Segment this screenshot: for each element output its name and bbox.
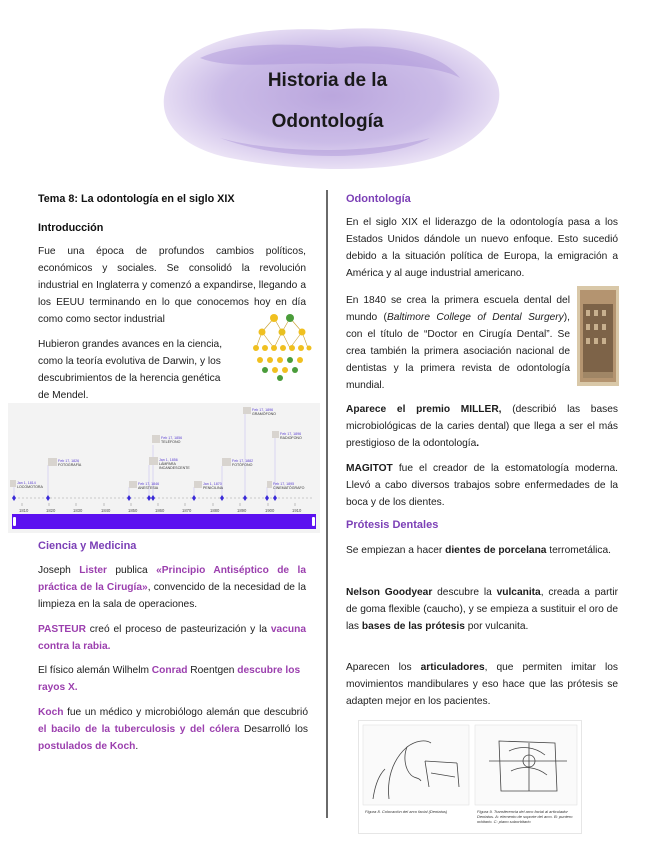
timeline-tick: 1880 — [210, 508, 220, 513]
timeline-tick: 1850 — [128, 508, 138, 513]
timeline-tick: 1840 — [101, 508, 111, 513]
odontologia-paragraph-1: En el siglo XIX el liderazgo de la odontología pasa a los Estados Unidos dándole un nuevo enfoque. Esto sucedió debido a la situación política de Europa, la emigración a América y al auge industrial americano. — [346, 217, 618, 279]
figure-8-caption: Figura 8. Colocación del arco facial (Dentatus) — [365, 809, 448, 814]
page-title-line2: Odontología — [271, 111, 384, 132]
ciencia-heading: Ciencia y Medicina — [38, 540, 137, 552]
timeline-event[interactable]: Feb 17, 1895 CINEMATÓGRAFO — [273, 482, 305, 490]
column-divider — [326, 190, 328, 818]
articuladores-paragraph: Aparecen los articuladores, que permiten imitar los movimientos mandibulares y eso hace que las prótesis se adapten mejor en los pacientes. — [346, 662, 619, 707]
intro-p2-line: como la teoría evolutiva de Darwin, y los — [38, 356, 221, 367]
timeline-event[interactable]: Feb 17, 1896 RADIOFONO — [280, 432, 302, 440]
timeline-event[interactable]: Feb 17, 1856 TELÉFONO — [161, 436, 183, 444]
timeline-tick: 1870 — [182, 508, 192, 513]
timeline-tick: 1860 — [155, 508, 165, 513]
miller-paragraph: Aparece el premio MILLER, (describió las bases microbiológicas de la caries dental) que llega a ser el más prestigioso de la odontología. — [346, 404, 618, 449]
timeline-event[interactable]: Feb 17, 1826 FOTOGRAFÍA — [58, 459, 82, 467]
protesis-heading: Prótesis Dentales — [346, 519, 439, 531]
timeline-tick: 1810 — [19, 508, 29, 513]
timeline-event[interactable]: Jan 1, 1814 LOCOMOTORA — [17, 481, 43, 489]
pasteur-paragraph: PASTEUR creó el proceso de pasteurización y la vacuna contra la rabia. — [38, 624, 306, 652]
intro-paragraph: Fue una época de profundos cambios políticos, económicos y sociales. Se consolidó la revolución industrial en Inglaterra y comenzó a expandirse, llegando a los EEUU terminando en lo que conocemos hoy en día como como sector industrial — [38, 246, 306, 325]
roentgen-paragraph: El físico alemán Wilhelm Conrad Roentgen descubre los rayos X. — [38, 665, 301, 693]
timeline — [8, 403, 320, 533]
odontologia-heading: Odontología — [346, 193, 411, 205]
tema-heading: Tema 8: La odontología en el siglo XIX — [38, 193, 235, 205]
timeline-tick: 1900 — [265, 508, 275, 513]
intro-p2-line: descubrimientos de la herencia genética — [38, 373, 221, 384]
baltimore-college-photo — [577, 286, 619, 386]
timeline-tick: 1890 — [237, 508, 247, 513]
intro-paragraph-2 — [38, 336, 250, 404]
figure-9-caption: Figura 9. Transferencia del arco facial al articulador Dentatus. A: elemento de soporte del arco. B: puntero orbitario. C: plano suborbitario — [477, 809, 573, 824]
timeline-tick: 1910 — [292, 508, 302, 513]
page-title-line1: Historia de la — [267, 70, 388, 91]
watercolor-title-background — [140, 18, 515, 178]
porcelana-paragraph: Se empiezan a hacer dientes de porcelana terrometálica. — [346, 545, 611, 556]
koch-paragraph: Koch fue un médico y microbiólogo alemán que descubrió el bacilo de la tuberculosis y del cólera Desarrolló los postulados de Koch. — [38, 707, 308, 752]
odontologia-paragraph-2: En 1840 se crea la primera escuela dental del mundo (Baltimore College of Dental Surgery), con el título de “Doctor en Cirugía Dental”. Se crea también la primera asociación nacional de dentistas y la primera revista de odontología mundial. — [346, 295, 571, 391]
articulator-figures — [358, 720, 582, 834]
intro-heading: Introducción — [38, 222, 104, 234]
timeline-tick: 1820 — [46, 508, 56, 513]
timeline-event[interactable]: Feb 17, 1896 GRAMÓFONO — [252, 408, 276, 416]
timeline-range-bar — [12, 514, 316, 529]
mendel-peas-diagram — [252, 312, 312, 384]
timeline-event[interactable]: Jan 1, 1870 PENICILINA — [203, 482, 223, 490]
magitot-paragraph: MAGITOT fue el creador de la estomatología moderna. Llevó a cabo diversos trabajos sobre enfermedades de la boca y de los dientes. — [346, 463, 618, 508]
lister-paragraph: Joseph Lister publica «Principio Antiséptico de la práctica de la Cirugía», convencido de la necesidad de la limpieza en la sala de operaciones. — [38, 565, 306, 610]
intro-p2-line: Hubieron grandes avances en la ciencia, — [38, 339, 223, 350]
intro-p2-line: de Mendel. — [38, 390, 89, 401]
timeline-event[interactable]: Jan 1, 1856 LÁMPARA INCANDESCENTE — [159, 458, 190, 470]
goodyear-paragraph: Nelson Goodyear descubre la vulcanita, creada a partir de goma flexible (caucho), y se empieza a sustituir el oro de las bases de las prótesis por vulcanita. — [346, 587, 618, 632]
timeline-event[interactable]: Feb 17, 1846 ANESTESIA — [138, 482, 160, 490]
timeline-tick: 1830 — [73, 508, 83, 513]
timeline-event[interactable]: Feb 17, 1882 FOTÓFONO — [232, 459, 254, 467]
